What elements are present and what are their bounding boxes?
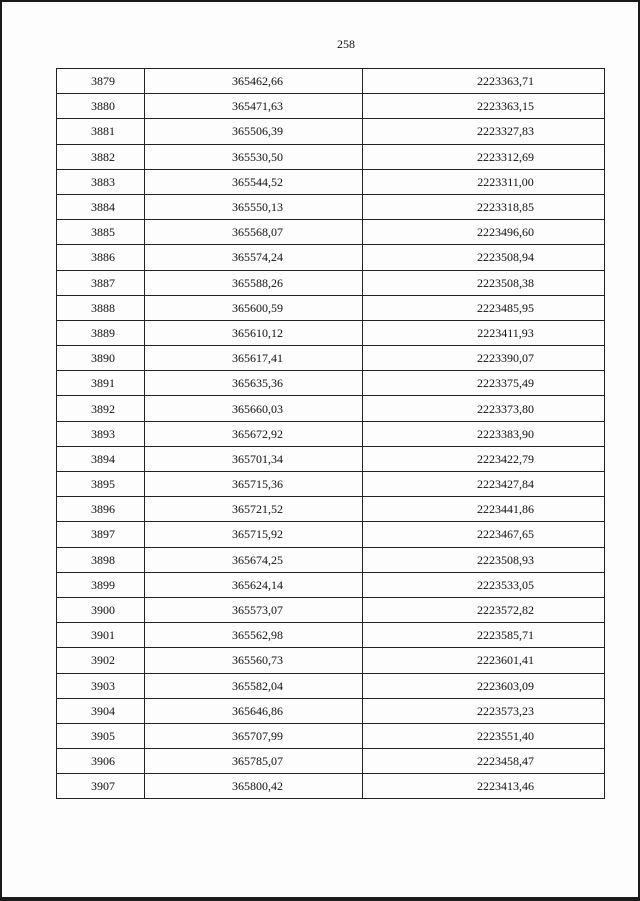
point-number-cell: 3900 bbox=[57, 597, 145, 622]
point-number-cell: 3890 bbox=[57, 346, 145, 371]
table-row bbox=[57, 723, 605, 748]
y-coordinate-cell: 2223533,05 bbox=[363, 572, 605, 597]
table-row bbox=[57, 371, 605, 396]
table-row bbox=[57, 698, 605, 723]
table-row bbox=[57, 346, 605, 371]
table-row bbox=[57, 522, 605, 547]
table-row bbox=[57, 94, 605, 119]
point-number-cell: 3895 bbox=[57, 472, 145, 497]
table-row bbox=[57, 320, 605, 345]
table-row bbox=[57, 497, 605, 522]
x-coordinate-cell: 365617,41 bbox=[145, 346, 363, 371]
y-coordinate-cell: 2223422,79 bbox=[363, 446, 605, 471]
table-row bbox=[57, 220, 605, 245]
point-number-cell: 3893 bbox=[57, 421, 145, 446]
y-coordinate-cell: 2223496,60 bbox=[363, 220, 605, 245]
y-coordinate-cell: 2223327,83 bbox=[363, 119, 605, 144]
y-coordinate-cell: 2223373,80 bbox=[363, 396, 605, 421]
point-number-cell: 3882 bbox=[57, 144, 145, 169]
y-coordinate-cell: 2223508,93 bbox=[363, 547, 605, 572]
y-coordinate-cell: 2223383,90 bbox=[363, 421, 605, 446]
y-coordinate-cell: 2223551,40 bbox=[363, 723, 605, 748]
y-coordinate-cell: 2223441,86 bbox=[363, 497, 605, 522]
x-coordinate-cell: 365530,50 bbox=[145, 144, 363, 169]
x-coordinate-cell: 365635,36 bbox=[145, 371, 363, 396]
table-row bbox=[57, 774, 605, 799]
scan-edge-bottom bbox=[0, 897, 640, 901]
x-coordinate-cell: 365715,36 bbox=[145, 472, 363, 497]
point-number-cell: 3897 bbox=[57, 522, 145, 547]
table-row bbox=[57, 421, 605, 446]
x-coordinate-cell: 365568,07 bbox=[145, 220, 363, 245]
y-coordinate-cell: 2223427,84 bbox=[363, 472, 605, 497]
x-coordinate-cell: 365544,52 bbox=[145, 169, 363, 194]
point-number-cell: 3901 bbox=[57, 623, 145, 648]
point-number-cell: 3899 bbox=[57, 572, 145, 597]
table-row bbox=[57, 169, 605, 194]
x-coordinate-cell: 365800,42 bbox=[145, 774, 363, 799]
x-coordinate-cell: 365785,07 bbox=[145, 749, 363, 774]
y-coordinate-cell: 2223312,69 bbox=[363, 144, 605, 169]
table-row bbox=[57, 648, 605, 673]
point-number-cell: 3907 bbox=[57, 774, 145, 799]
x-coordinate-cell: 365471,63 bbox=[145, 94, 363, 119]
table-row bbox=[57, 119, 605, 144]
y-coordinate-cell: 2223390,07 bbox=[363, 346, 605, 371]
x-coordinate-cell: 365600,59 bbox=[145, 295, 363, 320]
point-number-cell: 3903 bbox=[57, 673, 145, 698]
y-coordinate-cell: 2223467,65 bbox=[363, 522, 605, 547]
point-number-cell: 3902 bbox=[57, 648, 145, 673]
table-row bbox=[57, 295, 605, 320]
scan-edge-left bbox=[0, 0, 2, 901]
point-number-cell: 3880 bbox=[57, 94, 145, 119]
y-coordinate-cell: 2223311,00 bbox=[363, 169, 605, 194]
x-coordinate-cell: 365574,24 bbox=[145, 245, 363, 270]
table-row bbox=[57, 245, 605, 270]
y-coordinate-cell: 2223603,09 bbox=[363, 673, 605, 698]
x-coordinate-cell: 365646,86 bbox=[145, 698, 363, 723]
y-coordinate-cell: 2223601,41 bbox=[363, 648, 605, 673]
y-coordinate-cell: 2223572,82 bbox=[363, 597, 605, 622]
x-coordinate-cell: 365624,14 bbox=[145, 572, 363, 597]
coordinates-table bbox=[56, 68, 605, 799]
table-row bbox=[57, 472, 605, 497]
page-number: 258 bbox=[337, 37, 355, 51]
x-coordinate-cell: 365672,92 bbox=[145, 421, 363, 446]
point-number-cell: 3892 bbox=[57, 396, 145, 421]
y-coordinate-cell: 2223318,85 bbox=[363, 194, 605, 219]
point-number-cell: 3884 bbox=[57, 194, 145, 219]
y-coordinate-cell: 2223485,95 bbox=[363, 295, 605, 320]
table-row bbox=[57, 144, 605, 169]
y-coordinate-cell: 2223363,15 bbox=[363, 94, 605, 119]
point-number-cell: 3888 bbox=[57, 295, 145, 320]
x-coordinate-cell: 365506,39 bbox=[145, 119, 363, 144]
y-coordinate-cell: 2223413,46 bbox=[363, 774, 605, 799]
table-row bbox=[57, 597, 605, 622]
x-coordinate-cell: 365550,13 bbox=[145, 194, 363, 219]
x-coordinate-cell: 365660,03 bbox=[145, 396, 363, 421]
x-coordinate-cell: 365573,07 bbox=[145, 597, 363, 622]
x-coordinate-cell: 365721,52 bbox=[145, 497, 363, 522]
y-coordinate-cell: 2223375,49 bbox=[363, 371, 605, 396]
x-coordinate-cell: 365462,66 bbox=[145, 69, 363, 94]
y-coordinate-cell: 2223411,93 bbox=[363, 320, 605, 345]
table-row bbox=[57, 194, 605, 219]
point-number-cell: 3906 bbox=[57, 749, 145, 774]
point-number-cell: 3896 bbox=[57, 497, 145, 522]
point-number-cell: 3889 bbox=[57, 320, 145, 345]
table-row bbox=[57, 396, 605, 421]
point-number-cell: 3898 bbox=[57, 547, 145, 572]
point-number-cell: 3886 bbox=[57, 245, 145, 270]
coordinates-table-body bbox=[57, 69, 605, 799]
point-number-cell: 3881 bbox=[57, 119, 145, 144]
y-coordinate-cell: 2223508,38 bbox=[363, 270, 605, 295]
table-row bbox=[57, 572, 605, 597]
point-number-cell: 3904 bbox=[57, 698, 145, 723]
y-coordinate-cell: 2223363,71 bbox=[363, 69, 605, 94]
point-number-cell: 3879 bbox=[57, 69, 145, 94]
x-coordinate-cell: 365562,98 bbox=[145, 623, 363, 648]
point-number-cell: 3905 bbox=[57, 723, 145, 748]
table-row bbox=[57, 547, 605, 572]
point-number-cell: 3894 bbox=[57, 446, 145, 471]
point-number-cell: 3891 bbox=[57, 371, 145, 396]
x-coordinate-cell: 365582,04 bbox=[145, 673, 363, 698]
x-coordinate-cell: 365674,25 bbox=[145, 547, 363, 572]
y-coordinate-cell: 2223458,47 bbox=[363, 749, 605, 774]
point-number-cell: 3883 bbox=[57, 169, 145, 194]
y-coordinate-cell: 2223573,23 bbox=[363, 698, 605, 723]
x-coordinate-cell: 365707,99 bbox=[145, 723, 363, 748]
point-number-cell: 3885 bbox=[57, 220, 145, 245]
table-row bbox=[57, 749, 605, 774]
x-coordinate-cell: 365560,73 bbox=[145, 648, 363, 673]
x-coordinate-cell: 365588,26 bbox=[145, 270, 363, 295]
x-coordinate-cell: 365610,12 bbox=[145, 320, 363, 345]
table-row bbox=[57, 69, 605, 94]
table-row bbox=[57, 446, 605, 471]
table-row bbox=[57, 673, 605, 698]
point-number-cell: 3887 bbox=[57, 270, 145, 295]
y-coordinate-cell: 2223508,94 bbox=[363, 245, 605, 270]
table-row bbox=[57, 623, 605, 648]
table-row bbox=[57, 270, 605, 295]
x-coordinate-cell: 365715,92 bbox=[145, 522, 363, 547]
x-coordinate-cell: 365701,34 bbox=[145, 446, 363, 471]
scan-edge-top bbox=[0, 0, 640, 2]
y-coordinate-cell: 2223585,71 bbox=[363, 623, 605, 648]
